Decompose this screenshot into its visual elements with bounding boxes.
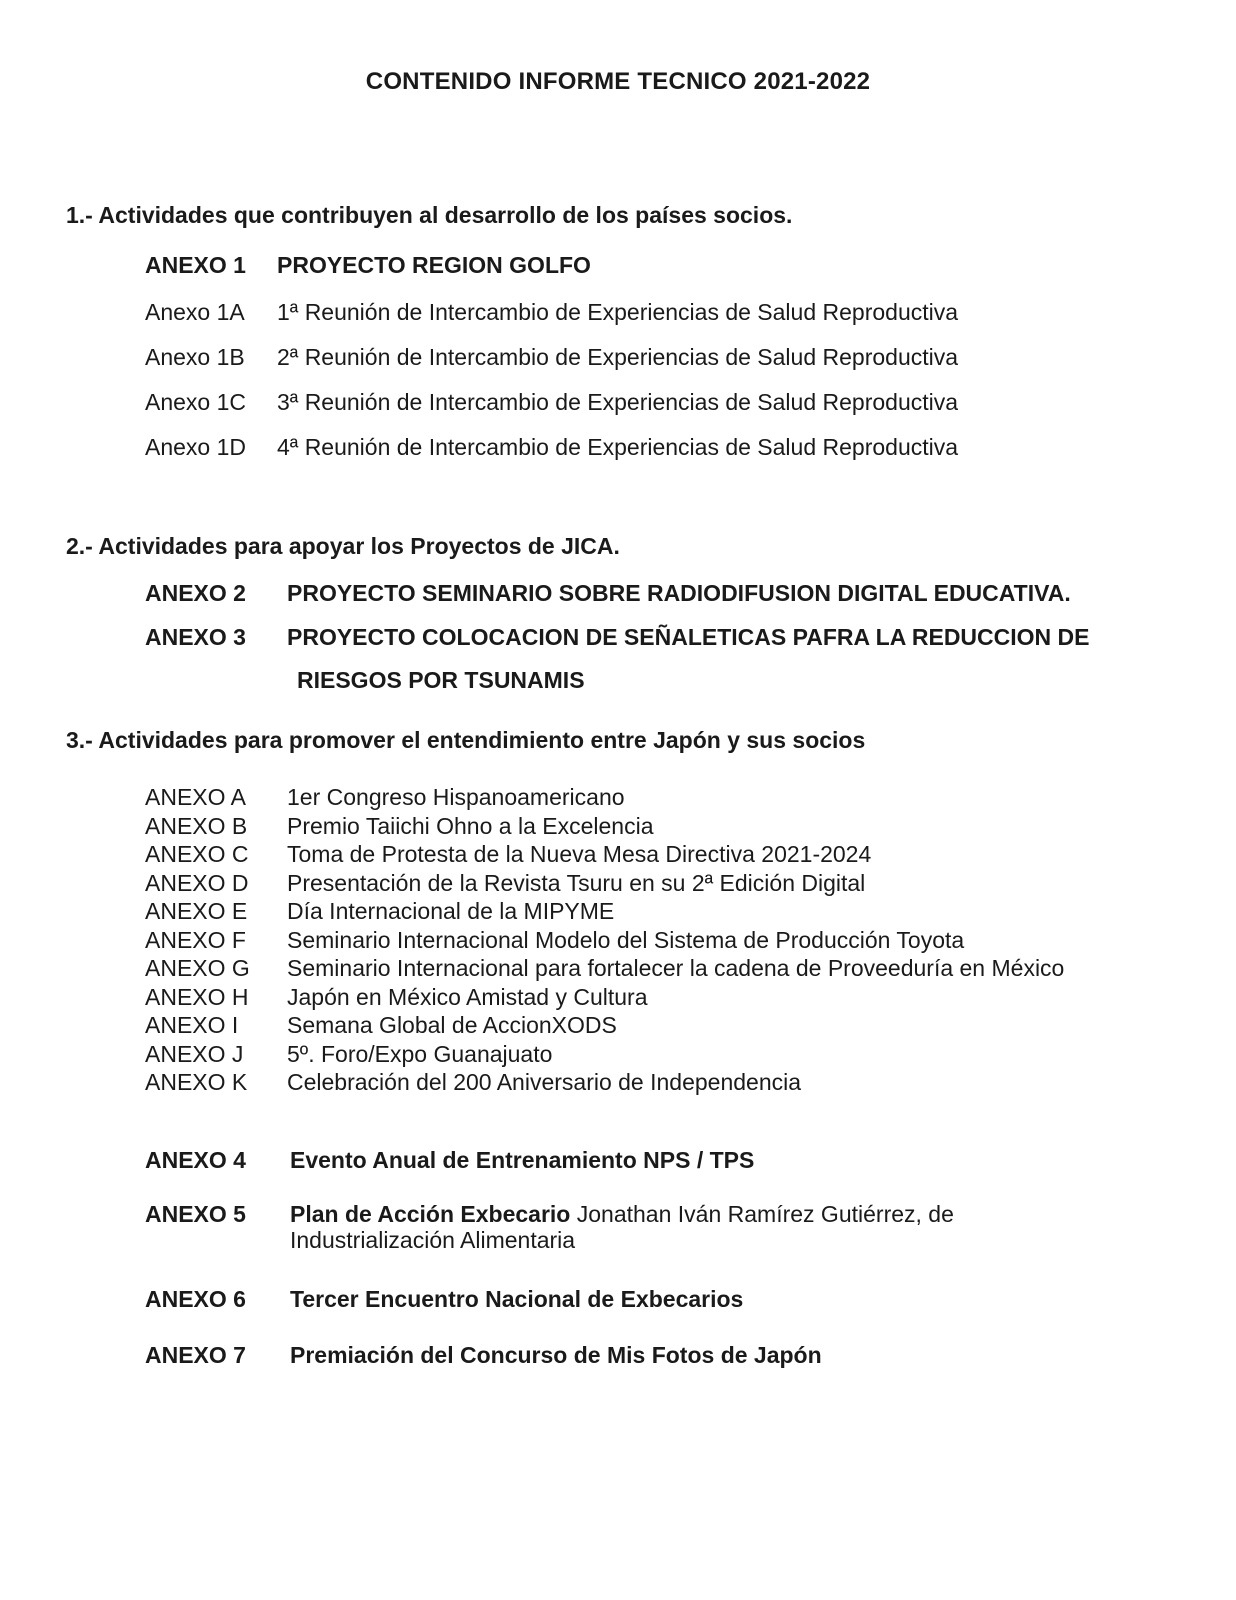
annex-title-line2: Industrialización Alimentaria — [290, 1227, 576, 1253]
annex-title: Toma de Protesta de la Nueva Mesa Directiva 2021-2024 — [287, 841, 872, 867]
section-2-heading: 2.- Actividades para apoyar los Proyectos de JICA. — [66, 533, 620, 559]
annex-title: Premio Taiichi Ohno a la Excelencia — [287, 812, 654, 839]
annex-label: ANEXO B — [145, 812, 248, 839]
annex-title: PROYECTO SEMINARIO SOBRE RADIODIFUSION DIGITAL EDUCATIVA. — [287, 580, 1071, 606]
annex-label: Anexo 1D — [145, 434, 247, 460]
annex-letter-list — [145, 783, 1064, 1097]
toc-row-anexo-4 — [145, 1146, 754, 1174]
annex-label: ANEXO J — [145, 1040, 244, 1067]
annex-label: Anexo 1A — [145, 299, 245, 325]
annex-title: 3ª Reunión de Intercambio de Experiencias de Salud Reproductiva — [277, 389, 959, 415]
annex-label: ANEXO 6 — [145, 1286, 246, 1312]
annex-title: Seminario Internacional Modelo del Sistema de Producción Toyota — [287, 926, 965, 953]
annex-label: ANEXO 1 — [145, 252, 246, 278]
section-1-heading: 1.- Actividades que contribuyen al desarrollo de los países socios. — [66, 202, 793, 228]
toc-row-anexo-c — [145, 840, 1064, 869]
toc-row-anexo-1a — [145, 298, 958, 326]
annex-title: Tercer Encuentro Nacional de Exbecarios — [290, 1286, 744, 1312]
annex-label: ANEXO K — [145, 1069, 248, 1095]
annex-label: ANEXO D — [145, 869, 249, 896]
toc-row-anexo-1c — [145, 388, 958, 416]
annex-title: Celebración del 200 Aniversario de Independencia — [287, 1069, 802, 1095]
toc-row-anexo-2 — [145, 579, 1071, 607]
annex-title: Premiación del Concurso de Mis Fotos de Japón — [290, 1342, 822, 1368]
annex-label: ANEXO 2 — [145, 580, 246, 606]
toc-row-anexo-6 — [145, 1285, 743, 1313]
toc-row-anexo-k — [145, 1068, 1064, 1097]
annex-title: Semana Global de AccionXODS — [287, 1012, 617, 1038]
annex-label: ANEXO G — [145, 955, 250, 981]
toc-row-anexo-7 — [145, 1341, 822, 1369]
annex-title: Seminario Internacional para fortalecer la cadena de Proveeduría en México — [287, 955, 1065, 981]
toc-row-anexo-a — [145, 783, 1064, 812]
toc-row-anexo-b — [145, 812, 1064, 841]
annex-label: ANEXO 3 — [145, 624, 246, 650]
toc-row-anexo-e — [145, 897, 1064, 926]
toc-row-anexo-1 — [145, 251, 591, 279]
annex-title: 1ª Reunión de Intercambio de Experiencias de Salud Reproductiva — [277, 299, 959, 325]
page-title: CONTENIDO INFORME TECNICO 2021-2022 — [365, 68, 871, 95]
annex-title-regular: Jonathan Iván Ramírez Gutiérrez, de — [570, 1201, 954, 1227]
annex-label: ANEXO 5 — [145, 1201, 246, 1227]
toc-row-anexo-j — [145, 1040, 1064, 1069]
toc-row-anexo-1b — [145, 343, 958, 371]
annex-title: Japón en México Amistad y Cultura — [287, 983, 648, 1010]
annex-title: PROYECTO COLOCACION DE SEÑALETICAS PAFRA LA REDUCCION DE — [287, 624, 1090, 650]
annex-title: 5º. Foro/Expo Guanajuato — [287, 1040, 553, 1067]
annex-title: 4ª Reunión de Intercambio de Experiencias de Salud Reproductiva — [277, 434, 959, 460]
toc-row-anexo-f — [145, 926, 1064, 955]
annex-label: Anexo 1C — [145, 389, 247, 415]
annex-label: ANEXO E — [145, 898, 248, 924]
toc-row-anexo-i — [145, 1011, 1064, 1040]
annex-label: ANEXO H — [145, 983, 249, 1010]
annex-title-bold: Plan de Acción Exbecario — [290, 1201, 571, 1227]
annex-label: Anexo 1B — [145, 344, 245, 370]
annex-title — [290, 1201, 954, 1253]
section-3-heading: 3.- Actividades para promover el entendimiento entre Japón y sus socios — [66, 727, 866, 753]
annex-label: ANEXO F — [145, 926, 246, 953]
annex-label: ANEXO 4 — [145, 1147, 246, 1173]
annex-title: 2ª Reunión de Intercambio de Experiencias de Salud Reproductiva — [277, 344, 959, 370]
annex-label: ANEXO C — [145, 841, 249, 867]
annex-label: ANEXO 7 — [145, 1342, 246, 1368]
toc-row-anexo-g — [145, 954, 1064, 983]
annex-label: ANEXO I — [145, 1012, 239, 1038]
toc-row-anexo-d — [145, 869, 1064, 898]
toc-row-anexo-3 — [145, 623, 1089, 651]
toc-row-anexo-1d — [145, 433, 958, 461]
toc-row-anexo-5 — [145, 1201, 954, 1253]
annex-title: Día Internacional de la MIPYME — [287, 898, 615, 924]
annex-title: PROYECTO REGION GOLFO — [277, 252, 591, 278]
annex-label: ANEXO A — [145, 784, 246, 810]
toc-row-anexo-h — [145, 983, 1064, 1012]
annex-title: Presentación de la Revista Tsuru en su 2ª Edición Digital — [287, 869, 866, 896]
annex-title: 1er Congreso Hispanoamericano — [287, 784, 625, 810]
annex-title: Evento Anual de Entrenamiento NPS / TPS — [290, 1147, 755, 1173]
toc-row-anexo-3-continuation: RIESGOS POR TSUNAMIS — [297, 667, 585, 693]
